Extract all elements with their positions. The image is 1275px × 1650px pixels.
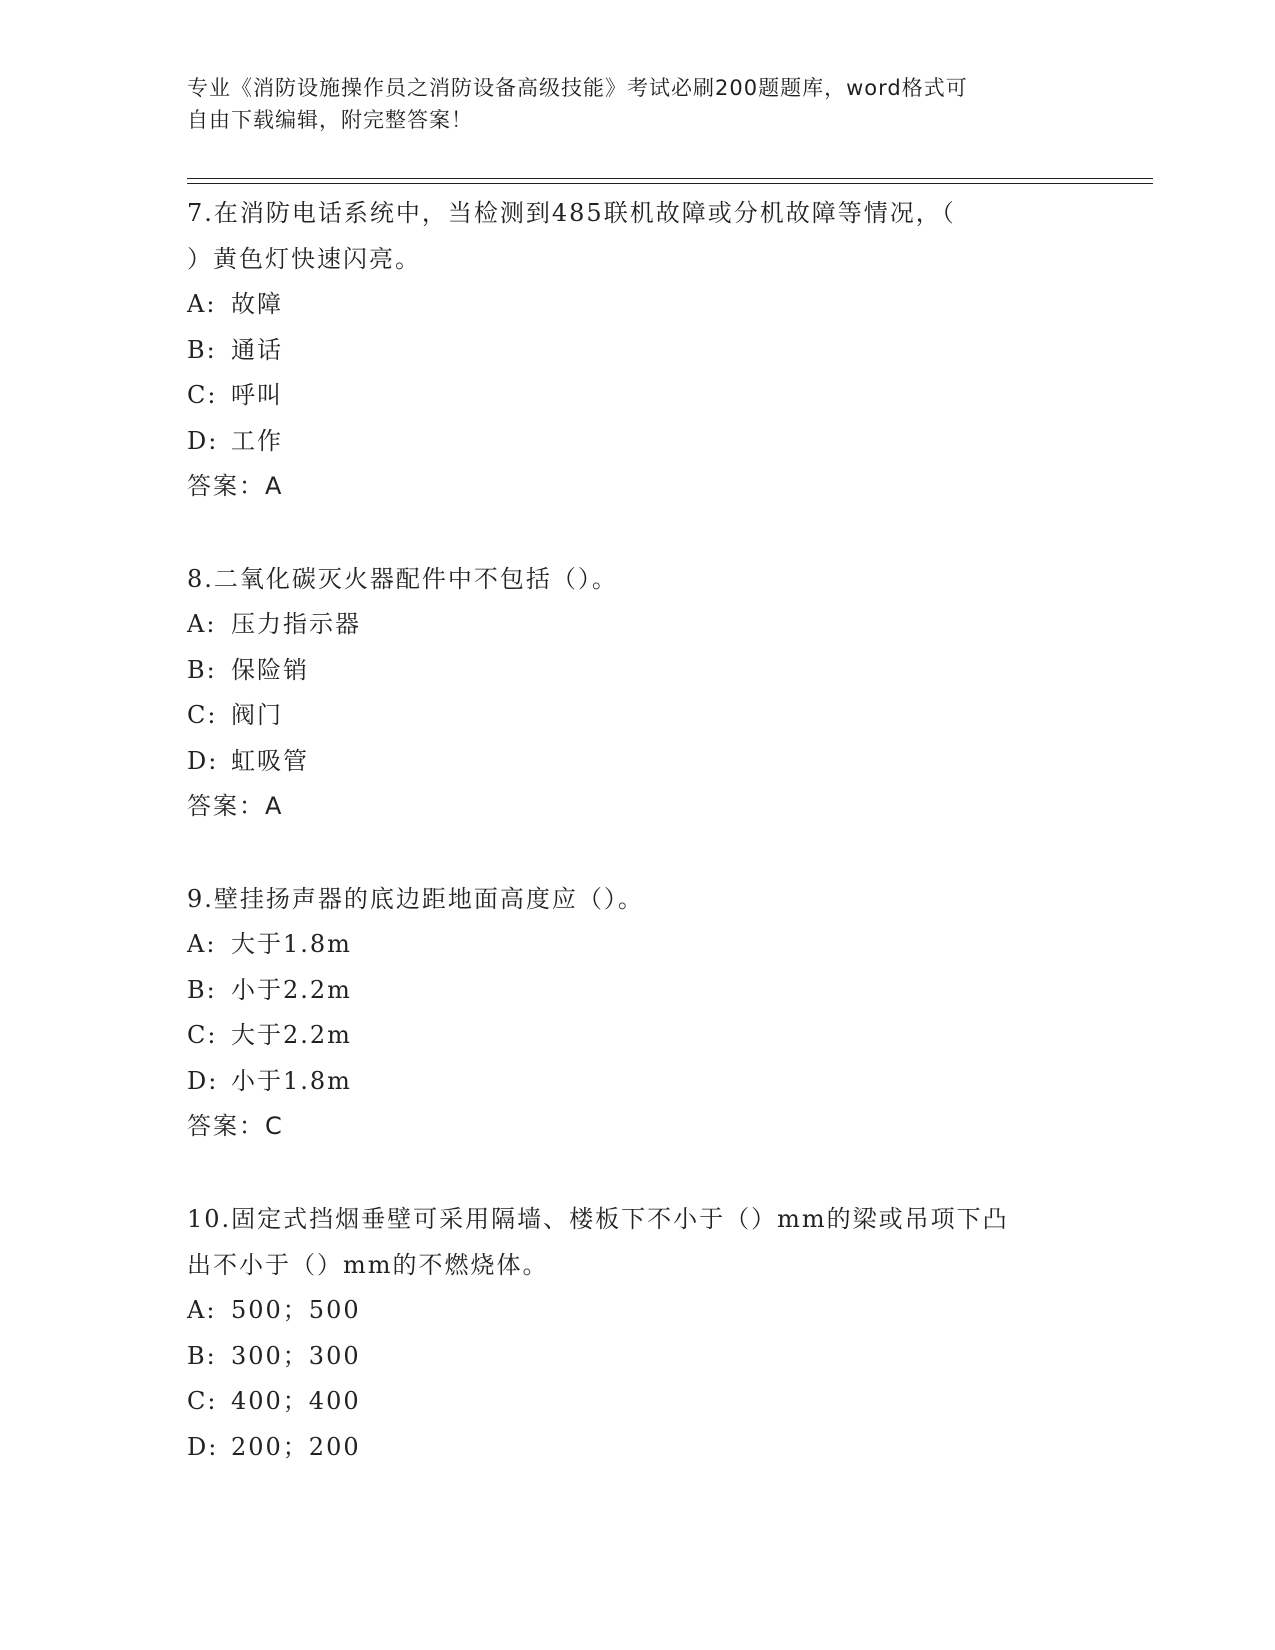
question-item — [187, 1196, 1087, 1470]
option-text: 压力指示器 — [231, 610, 361, 638]
question-stem: 8.二氧化碳灭火器配件中不包括（）。 — [187, 565, 618, 593]
option-label: D: — [187, 1066, 219, 1095]
option-a — [187, 1288, 1087, 1334]
option-b — [187, 328, 1087, 374]
question-list — [187, 190, 1087, 1470]
question-spacer — [187, 509, 1087, 556]
option-label: D: — [187, 426, 219, 455]
question-item — [187, 190, 1087, 509]
option-a — [187, 602, 1087, 648]
option-text: 大于2.2m — [231, 1021, 352, 1049]
option-label: B: — [187, 1341, 217, 1370]
option-label: A: — [187, 290, 217, 318]
question-spacer — [187, 829, 1087, 876]
header-line-2: 自由下载编辑，附完整答案！ — [187, 108, 473, 132]
answer-line: 答案：A — [187, 472, 284, 500]
question-stem: 9.壁挂扬声器的底边距地面高度应（）。 — [187, 885, 644, 913]
option-text: 呼叫 — [231, 381, 283, 409]
question-item — [187, 556, 1087, 829]
header-line-1: 专业《消防设施操作员之消防设备高级技能》考试必刷200题题库，word格式可 — [187, 76, 968, 100]
answer-line: 答案：C — [187, 1112, 284, 1140]
question-stem-continued: ）黄色灯快速闪亮。 — [187, 245, 421, 273]
option-text: 200；200 — [231, 1432, 361, 1461]
option-text: 500；500 — [231, 1296, 361, 1324]
question-stem: 10.固定式挡烟垂壁可采用隔墙、楼板下不小于（）mm的梁或吊项下凸 — [187, 1205, 1009, 1233]
option-label: C: — [187, 381, 218, 409]
option-label: B: — [187, 655, 217, 684]
option-text: 300；300 — [231, 1341, 361, 1370]
option-d — [187, 1059, 1087, 1105]
option-label: C: — [187, 701, 218, 729]
header-divider-top — [187, 178, 1153, 179]
option-c — [187, 373, 1087, 419]
option-label: B: — [187, 335, 217, 364]
question-spacer — [187, 1149, 1087, 1196]
option-label: C: — [187, 1387, 218, 1415]
option-label: D: — [187, 1432, 219, 1461]
option-d — [187, 419, 1087, 465]
option-text: 大于1.8m — [231, 930, 352, 958]
option-b — [187, 1334, 1087, 1380]
option-text: 保险销 — [231, 655, 309, 684]
option-label: C: — [187, 1021, 218, 1049]
document-header — [187, 72, 1067, 136]
question-item — [187, 876, 1087, 1149]
option-c — [187, 693, 1087, 739]
option-b — [187, 968, 1087, 1014]
option-text: 小于1.8m — [231, 1066, 352, 1095]
option-d — [187, 739, 1087, 785]
option-label: B: — [187, 975, 217, 1004]
option-label: A: — [187, 930, 217, 958]
option-label: D: — [187, 746, 219, 775]
question-stem-continued: 出不小于（）mm的不燃烧体。 — [187, 1251, 549, 1279]
option-text: 故障 — [231, 290, 283, 318]
option-label: A: — [187, 610, 217, 638]
option-text: 阀门 — [231, 701, 283, 729]
option-text: 小于2.2m — [231, 975, 352, 1004]
option-label: A: — [187, 1296, 217, 1324]
option-a — [187, 282, 1087, 328]
option-d — [187, 1425, 1087, 1471]
question-stem: 7.在消防电话系统中，当检测到485联机故障或分机故障等情况，（ — [187, 199, 956, 227]
option-a — [187, 922, 1087, 968]
answer-line: 答案：A — [187, 792, 284, 820]
option-c — [187, 1013, 1087, 1059]
option-text: 虹吸管 — [231, 746, 309, 775]
option-b — [187, 648, 1087, 694]
option-c — [187, 1379, 1087, 1425]
option-text: 工作 — [231, 426, 283, 455]
option-text: 通话 — [231, 335, 283, 364]
option-text: 400；400 — [231, 1387, 361, 1415]
header-divider-bottom — [187, 183, 1153, 184]
